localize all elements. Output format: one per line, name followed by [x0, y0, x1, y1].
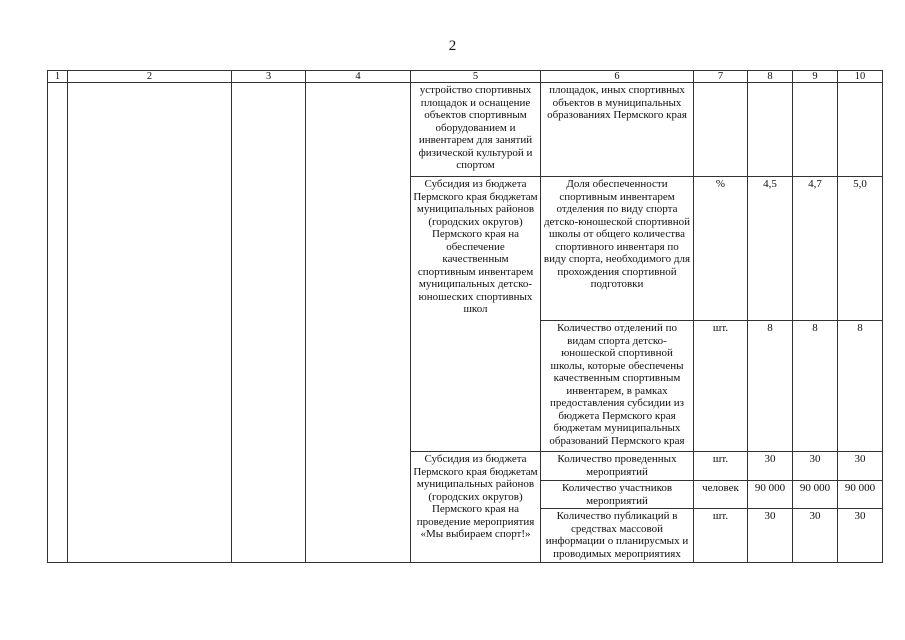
value-cell: [838, 83, 883, 177]
header-cell: 5: [411, 71, 541, 83]
value-cell: 30: [748, 509, 793, 563]
header-row: [48, 71, 883, 83]
value-cell: 90 000: [838, 481, 883, 509]
value-cell: 30: [793, 452, 838, 481]
col1-cell: [48, 83, 68, 563]
page-number: 2: [448, 38, 457, 54]
value-cell: [793, 83, 838, 177]
indicator-cell: Количество публикаций в средствах массовой информации о планирусмых и проводимых мероприятиях: [541, 509, 694, 563]
value-cell: 30: [748, 452, 793, 481]
header-cell: 7: [694, 71, 748, 83]
indicator-cell: Количество проведенных мероприятий: [541, 452, 694, 481]
header-cell: 3: [232, 71, 306, 83]
measure-cell: Субсидия из бюджета Пермского края бюджетам муниципальных районов (городских округов) Пермского края на обеспечение качественным спортивным инвентарем муниципальных детско-юношеских спортивных школ: [411, 177, 541, 452]
header-cell: 2: [68, 71, 232, 83]
header-cell: 1: [48, 71, 68, 83]
header-cell: 6: [541, 71, 694, 83]
header-cell: 8: [748, 71, 793, 83]
value-cell: 4,5: [748, 177, 793, 321]
value-cell: 5,0: [838, 177, 883, 321]
indicator-cell: Количество участников мероприятий: [541, 481, 694, 509]
col3-cell: [232, 83, 306, 563]
indicator-cell: Доля обеспеченности спортивным инвентарем отделения по виду спорта детско-юношеской спортивной школы от общего количества спортивного инвентаря по виду спорта, необходимого для прохождения спортивной подготовки: [541, 177, 694, 321]
unit-cell: %: [694, 177, 748, 321]
value-cell: 30: [793, 509, 838, 563]
value-cell: 4,7: [793, 177, 838, 321]
indicators-table: [47, 70, 883, 563]
col4-cell: [306, 83, 411, 563]
header-cell: 9: [793, 71, 838, 83]
value-cell: 30: [838, 452, 883, 481]
col2-cell: [68, 83, 232, 563]
value-cell: 90 000: [748, 481, 793, 509]
header-cell: 10: [838, 71, 883, 83]
unit-cell: [694, 83, 748, 177]
value-cell: 90 000: [793, 481, 838, 509]
value-cell: 8: [793, 321, 838, 452]
table-row: [48, 83, 883, 177]
measure-cell: Субсидия из бюджета Пермского края бюджетам муниципальных районов (городских округов) Пермского края на проведение мероприятия «Мы выбираем спорт!»: [411, 452, 541, 563]
value-cell: 8: [748, 321, 793, 452]
value-cell: 8: [838, 321, 883, 452]
measure-cell: устройство спортивных площадок и оснащение объектов спортивным оборудованием и инвентарем для занятий физической культурой и спортом: [411, 83, 541, 177]
unit-cell: человек: [694, 481, 748, 509]
unit-cell: шт.: [694, 321, 748, 452]
indicator-cell: Количество отделений по видам спорта детско-юношеской спортивной школы, которые обеспечены качественным спортивным инвентарем, в рамках предоставления субсидии из бюджета Пермского края бюджетам муниципальных образований Пермского края: [541, 321, 694, 452]
unit-cell: шт.: [694, 452, 748, 481]
indicator-cell: площадок, иных спортивных объектов в муниципальных образованиях Пермского края: [541, 83, 694, 177]
value-cell: [748, 83, 793, 177]
value-cell: 30: [838, 509, 883, 563]
header-cell: 4: [306, 71, 411, 83]
unit-cell: шт.: [694, 509, 748, 563]
